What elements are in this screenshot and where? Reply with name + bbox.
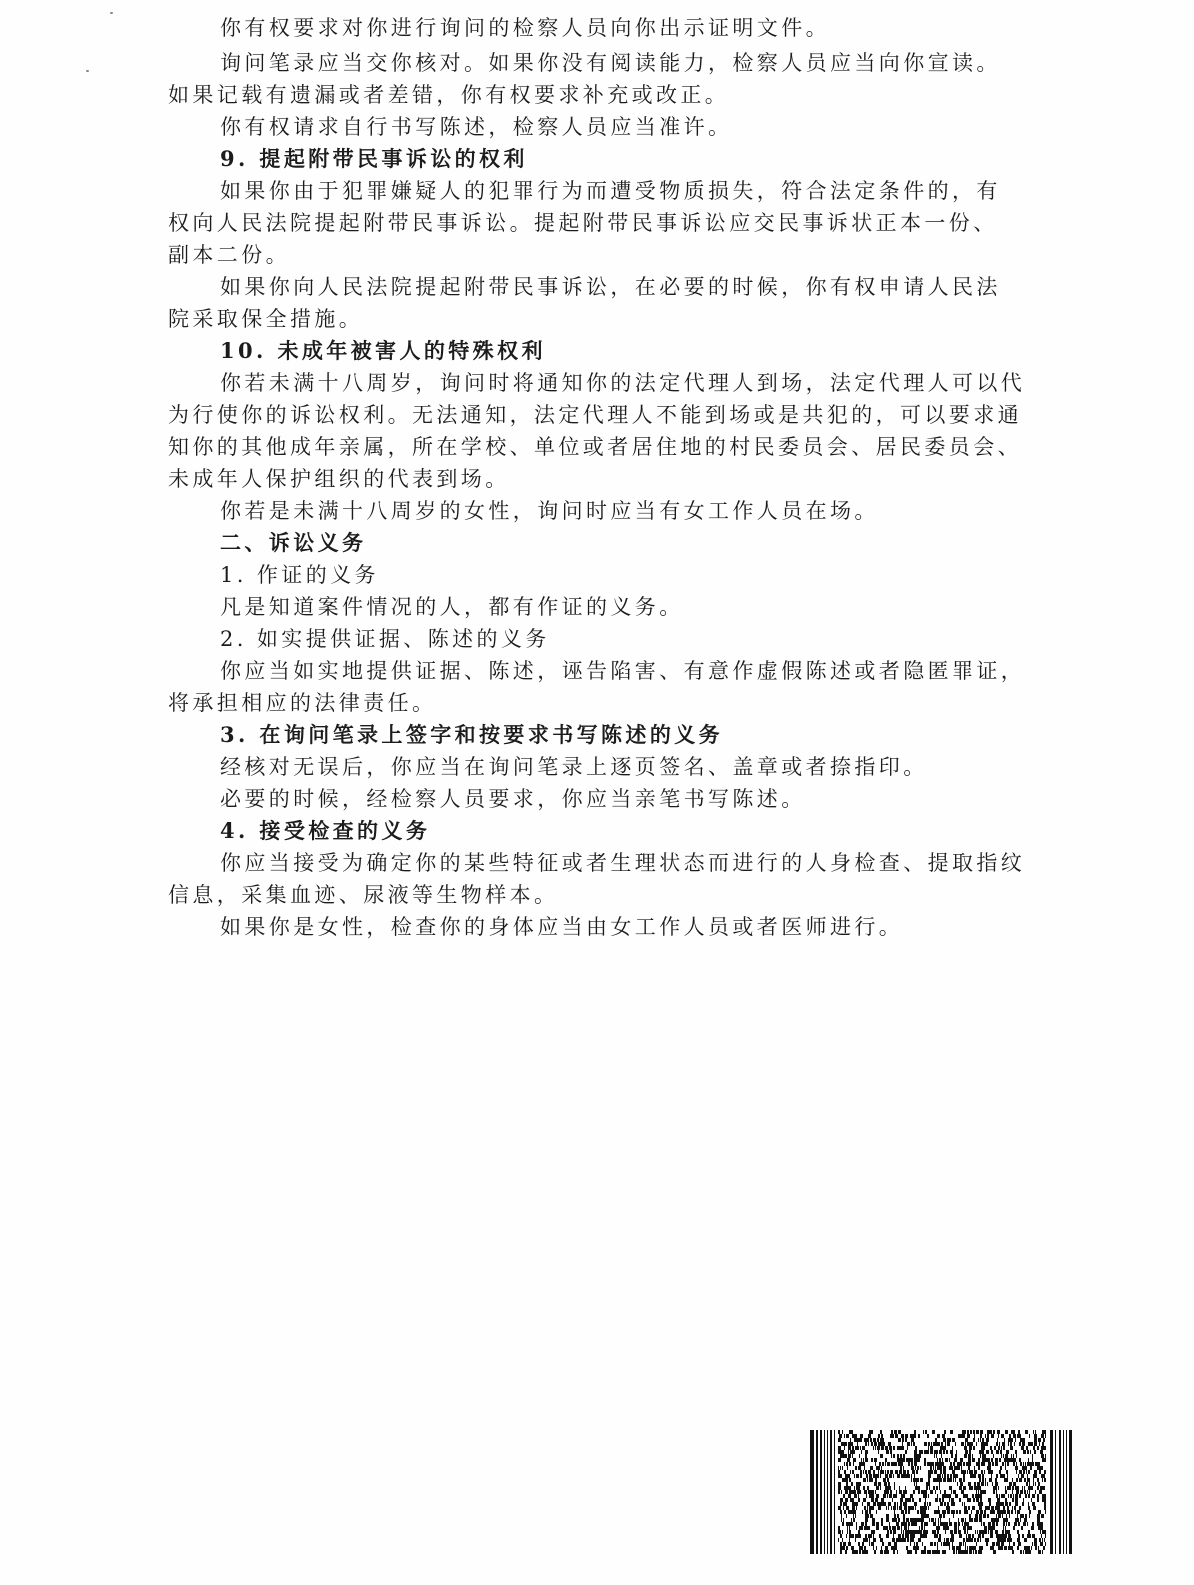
paragraph-line: 你应当如实地提供证据、陈述，诬告陷害、有意作虚假陈述或者隐匿罪证， [220, 659, 1026, 683]
paragraph-line: 你若是未满十八周岁的女性，询问时应当有女工作人员在场。 [220, 499, 879, 523]
paragraph-line: 为行使你的诉讼权利。无法通知，法定代理人不能到场或是共犯的，可以要求通 [168, 403, 1022, 427]
paragraph-line: 你有权要求对你进行询问的检察人员向你出示证明文件。 [220, 16, 830, 40]
scan-speck [86, 70, 89, 72]
paragraph-line: 必要的时候，经检察人员要求，你应当亲笔书写陈述。 [220, 787, 806, 811]
paragraph-line: 权向人民法院提起附带民事诉讼。提起附带民事诉讼应交民事诉状正本一份、 [168, 211, 998, 235]
paragraph-line: 如果记载有遗漏或者差错，你有权要求补充或改正。 [168, 83, 730, 107]
section-heading: 9. 提起附带民事诉讼的权利 [220, 146, 528, 171]
paragraph-line: 未成年人保护组织的代表到场。 [168, 467, 510, 491]
paragraph-line: 你若未满十八周岁，询问时将通知你的法定代理人到场，法定代理人可以代 [220, 371, 1026, 395]
scan-speck [110, 12, 113, 14]
paragraph-line: 你有权请求自行书写陈述，检察人员应当准许。 [220, 115, 733, 139]
section-heading: 2. 如实提供证据、陈述的义务 [220, 627, 550, 651]
paragraph-line: 将承担相应的法律责任。 [168, 691, 437, 715]
paragraph-line: 如果你由于犯罪嫌疑人的犯罪行为而遭受物质损失，符合法定条件的，有 [220, 179, 1001, 203]
section-heading: 1. 作证的义务 [220, 563, 379, 587]
paragraph-line: 你应当接受为确定你的某些特征或者生理状态而进行的人身检查、提取指纹 [220, 851, 1026, 875]
barcode-graphic [810, 1430, 1072, 1554]
paragraph-line: 询问笔录应当交你核对。如果你没有阅读能力，检察人员应当向你宣读。 [220, 51, 1001, 75]
paragraph-line: 如果你是女性，检查你的身体应当由女工作人员或者医师进行。 [220, 915, 904, 939]
barcode [810, 1430, 1072, 1554]
section-heading: 10. 未成年被害人的特殊权利 [220, 338, 546, 363]
paragraph-line: 信息，采集血迹、尿液等生物样本。 [168, 883, 559, 907]
section-heading: 3. 在询问笔录上签字和按要求书写陈述的义务 [220, 722, 724, 747]
paragraph-line: 经核对无误后，你应当在询问笔录上逐页签名、盖章或者捺指印。 [220, 755, 928, 779]
paragraph-line: 凡是知道案件情况的人，都有作证的义务。 [220, 595, 684, 619]
paragraph-line: 如果你向人民法院提起附带民事诉讼，在必要的时候，你有权申请人民法 [220, 275, 1001, 299]
paragraph-line: 知你的其他成年亲属，所在学校、单位或者居住地的村民委员会、居民委员会、 [168, 435, 1022, 459]
paragraph-line: 副本二份。 [168, 243, 290, 267]
chapter-heading: 二、诉讼义务 [220, 530, 367, 555]
paragraph-line: 院采取保全措施。 [168, 307, 364, 331]
section-heading: 4. 接受检查的义务 [220, 818, 431, 843]
